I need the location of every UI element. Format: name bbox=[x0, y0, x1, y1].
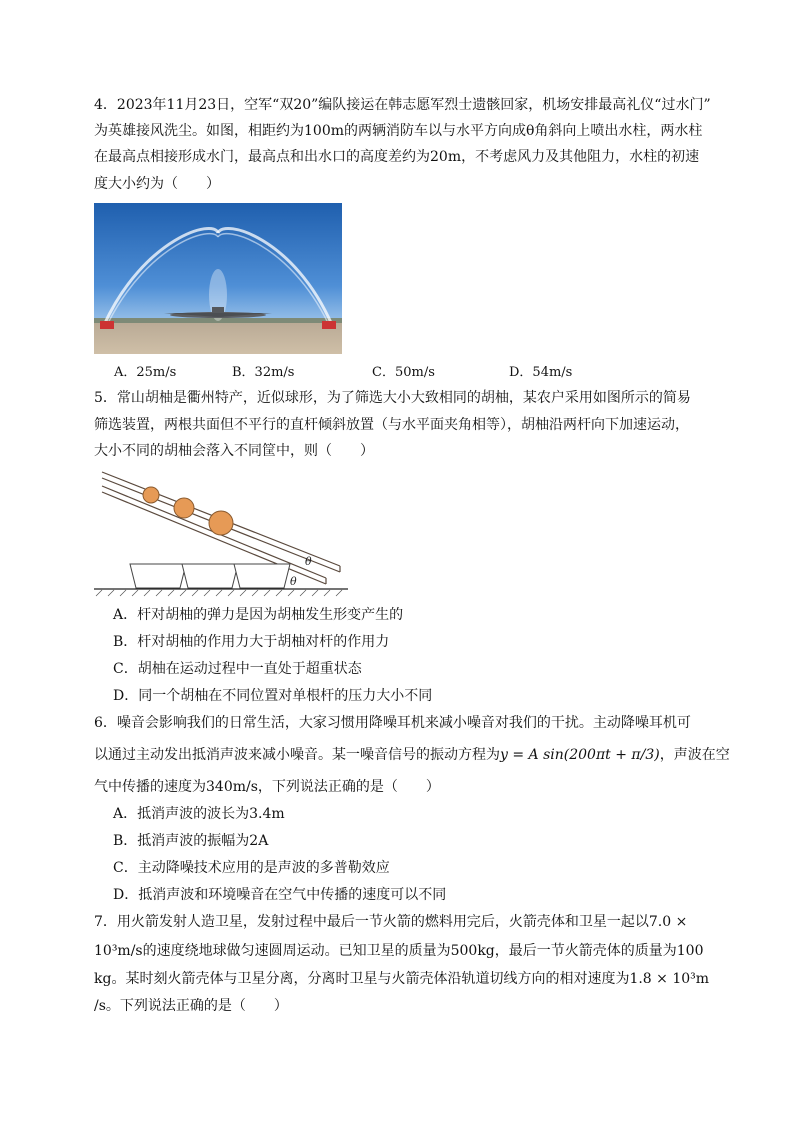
q6-choice-d: D．抵消声波和环境噪音在空气中传播的速度可以不同 bbox=[113, 887, 447, 903]
q4-choice-b: B．32m/s bbox=[232, 365, 295, 380]
q6-line-2-tail: ，声波在空 bbox=[659, 747, 730, 763]
q6-line-1: 6．噪音会影响我们的日常生活，大家习惯用降噪耳机来减小噪音对我们的干扰。主动降噪耳机可 bbox=[94, 715, 691, 731]
q7-line-3: kg。某时刻火箭壳体与卫星分离，分离时卫星与火箭壳体沿轨道切线方向的相对速度为1.8 × 10³m bbox=[94, 971, 710, 987]
q6-equation: y = A sin(200πt + π/3) bbox=[500, 747, 660, 763]
q6-choice-c: C．主动降噪技术应用的是声波的多普勒效应 bbox=[113, 860, 390, 876]
q4-line-1: 4．2023年11月23日，空军“双20”编队接运在韩志愿军烈士遗骸回家，机场安排最高礼仪“过水门” bbox=[94, 97, 711, 113]
q4-line-2: 为英雄接风洗尘。如图，相距约为100m的两辆消防车以与水平方向成θ角斜向上喷出水柱，两水柱 bbox=[94, 123, 703, 139]
angle-label-upper: θ bbox=[305, 555, 312, 568]
q7-line-1: 7．用火箭发射人造卫星，发射过程中最后一节火箭的燃料用完后，火箭壳体和卫星一起以7.0 × bbox=[94, 914, 688, 930]
q7-line-4: /s。下列说法正确的是（ ） bbox=[94, 998, 288, 1014]
q5-line-2: 筛选装置，两根共面但不平行的直杆倾斜放置（与水平面夹角相等），胡柚沿两杆向下加速运动， bbox=[94, 417, 689, 433]
sieve-diagram bbox=[94, 468, 348, 598]
angle-label-lower: θ bbox=[290, 575, 297, 588]
q4-choice-c: C．50m/s bbox=[372, 365, 435, 380]
q5-line-3: 大小不同的胡柚会落入不同筐中，则（ ） bbox=[94, 443, 374, 459]
q5-choice-a: A．杆对胡柚的弹力是因为胡柚发生形变产生的 bbox=[113, 607, 404, 623]
q6-choice-b: B．抵消声波的振幅为2A bbox=[113, 833, 269, 849]
q7-line-2: 10³m/s的速度绕地球做匀速圆周运动。已知卫星的质量为500kg，最后一节火箭壳体的质量为100 bbox=[94, 943, 704, 959]
q4-choice-a: A．25m/s bbox=[114, 365, 177, 380]
q6-choice-a: A．抵消声波的波长为3.4m bbox=[113, 806, 285, 822]
q5-line-1: 5．常山胡柚是衢州特产，近似球形，为了筛选大小大致相同的胡柚，某农户采用如图所示的简易 bbox=[94, 390, 691, 406]
q4-line-4: 度大小约为（ ） bbox=[94, 176, 220, 192]
q4-choice-d: D．54m/s bbox=[509, 365, 573, 380]
q4-line-3: 在最高点相接形成水门，最高点和出水口的高度差约为20m，不考虑风力及其他阻力，水柱的初速 bbox=[94, 149, 700, 165]
q6-line-2 bbox=[94, 745, 730, 765]
q6-line-3: 气中传播的速度为340m/s，下列说法正确的是（ ） bbox=[94, 779, 440, 795]
q5-choice-d: D．同一个胡柚在不同位置对单根杆的压力大小不同 bbox=[113, 688, 433, 704]
q5-choice-b: B．杆对胡柚的作用力大于胡柚对杆的作用力 bbox=[113, 634, 390, 650]
water-salute-photo bbox=[94, 203, 342, 354]
q6-line-2-text: 以通过主动发出抵消声波来减小噪音。某一噪音信号的振动方程为 bbox=[94, 747, 500, 763]
q5-choice-c: C．胡柚在运动过程中一直处于超重状态 bbox=[113, 661, 362, 677]
